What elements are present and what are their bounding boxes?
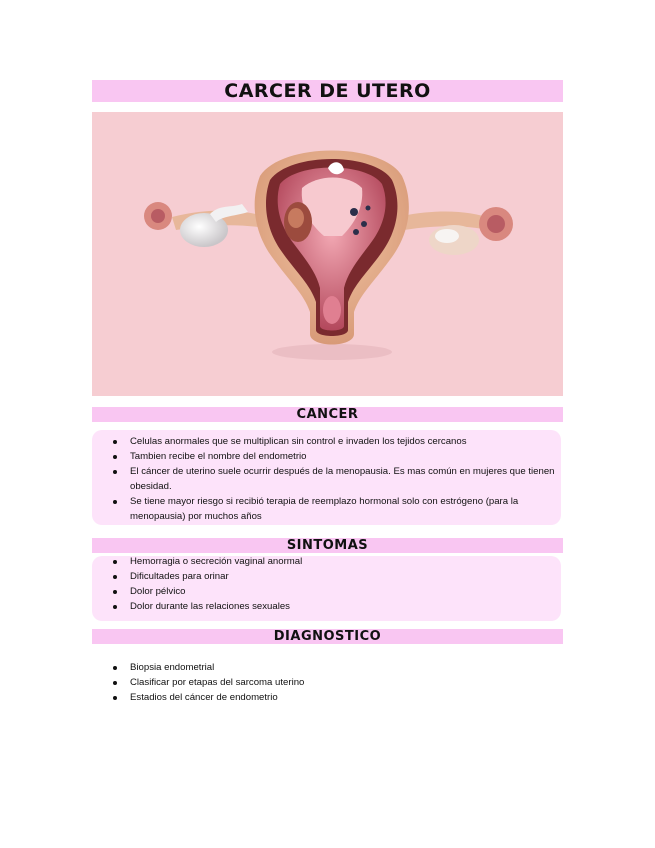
uterus-model-image bbox=[92, 112, 563, 396]
sintomas-list bbox=[92, 554, 565, 614]
list-item: Dolor durante las relaciones sexuales bbox=[130, 599, 565, 614]
page-title: CARCER DE UTERO bbox=[92, 80, 563, 102]
list-item: Biopsia endometrial bbox=[130, 660, 565, 675]
list-item: Dificultades para orinar bbox=[130, 569, 565, 584]
list-item: Tambien recibe el nombre del endometrio bbox=[130, 449, 565, 464]
list-item: Celulas anormales que se multiplican sin control e invaden los tejidos cercanos bbox=[130, 434, 565, 449]
list-item: Estadios del cáncer de endometrio bbox=[130, 690, 565, 705]
uterus-illustration bbox=[92, 112, 563, 396]
list-item: Se tiene mayor riesgo si recibió terapia de reemplazo hormonal solo con estrógeno (para la menopausia) por muchos años bbox=[130, 494, 565, 524]
section-heading-diagnostico: DIAGNOSTICO bbox=[92, 629, 563, 644]
diagnostico-list bbox=[92, 660, 565, 705]
cancer-list bbox=[92, 434, 565, 524]
list-item: Dolor pélvico bbox=[130, 584, 565, 599]
section-heading-cancer: CANCER bbox=[92, 407, 563, 422]
list-item: Hemorragia o secreción vaginal anormal bbox=[130, 554, 565, 569]
section-heading-sintomas: SINTOMAS bbox=[92, 538, 563, 553]
list-item: Clasificar por etapas del sarcoma uterino bbox=[130, 675, 565, 690]
list-item: El cáncer de uterino suele ocurrir después de la menopausia. Es mas común en mujeres que tienen obesidad. bbox=[130, 464, 565, 494]
